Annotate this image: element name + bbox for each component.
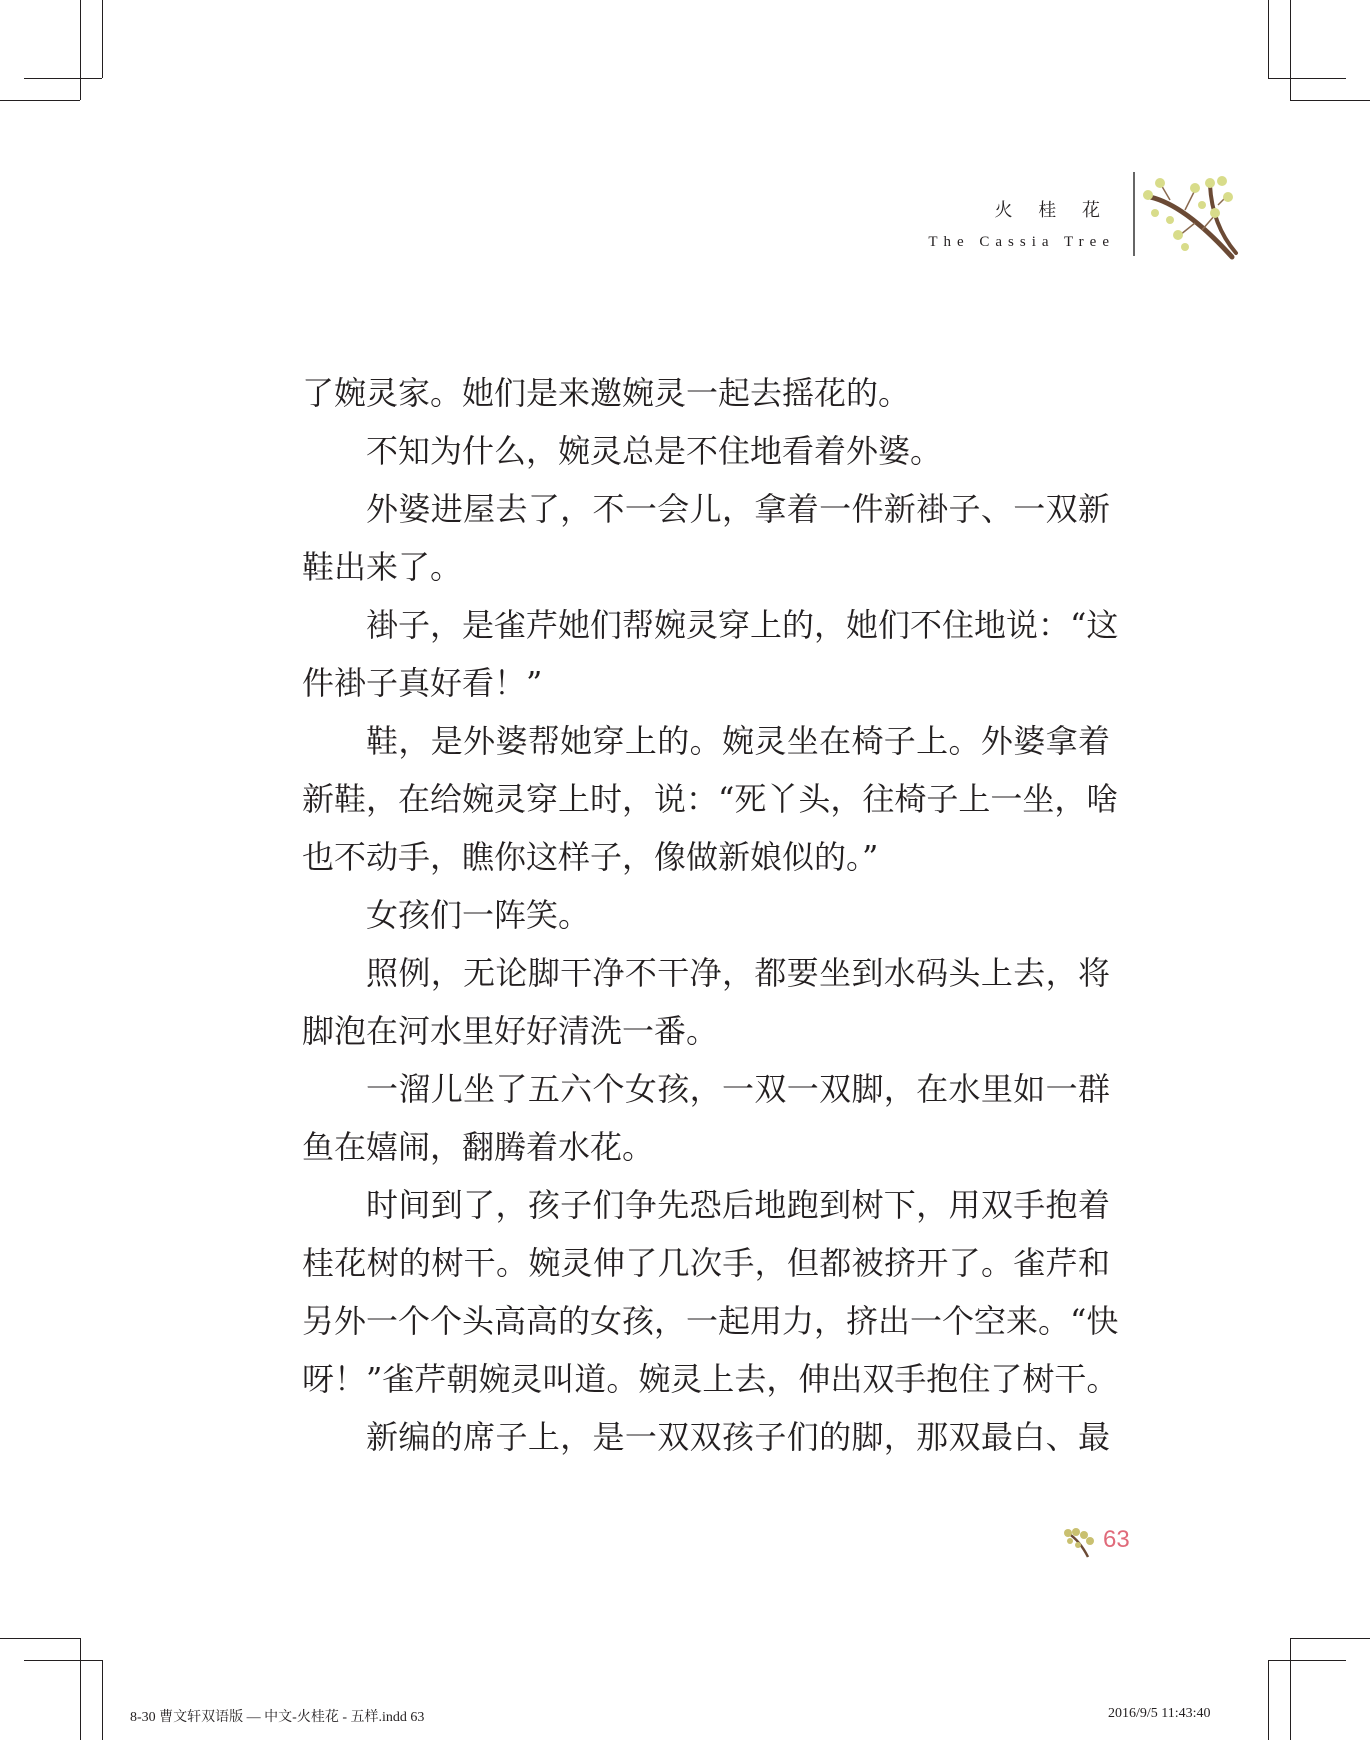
text-line: 脚泡在河水里好好清洗一番。 [302, 1012, 719, 1050]
text-line: 也不动手，瞧你这样子，像做新娘似的。” [302, 838, 879, 876]
page-number: 63 [1103, 1526, 1130, 1553]
header-divider [1133, 172, 1135, 256]
text-line: 褂子，是雀芹她们帮婉灵穿上的，她们不住地说：“这 [366, 606, 1119, 644]
text-line: 女孩们一阵笑。 [366, 896, 591, 934]
text-line: 新鞋，在给婉灵穿上时，说：“死丫头，往椅子上一坐，啥 [302, 780, 1119, 818]
paragraph [302, 1176, 1119, 1408]
crop-mark [102, 0, 103, 78]
text-line: 照例，无论脚干净不干净，都要坐到水码头上去，将 [366, 954, 1110, 992]
paragraph [302, 480, 1110, 596]
body-text [302, 364, 1119, 1466]
crop-mark [1268, 1660, 1269, 1740]
crop-mark [1290, 1638, 1370, 1639]
text-line: 鞋出来了。 [302, 548, 463, 586]
text-line: 不知为什么，婉灵总是不住地看着外婆。 [366, 432, 943, 470]
crop-mark [0, 100, 80, 101]
text-line: 呀！”雀芹朝婉灵叫道。婉灵上去，伸出双手抱住了树干。 [302, 1360, 1119, 1398]
crop-mark [0, 1638, 80, 1639]
paragraph [302, 712, 1119, 886]
crop-mark [1290, 0, 1291, 100]
text-line: 时间到了，孩子们争先恐后地跑到树下，用双手抱着 [366, 1186, 1110, 1224]
paragraph [302, 422, 1110, 480]
crop-mark [1268, 78, 1346, 79]
running-header-title-en: The Cassia Tree [928, 234, 1115, 250]
slug-timestamp: 2016/9/5 11:43:40 [1108, 1706, 1211, 1721]
crop-mark [1290, 1638, 1291, 1740]
text-line: 鞋，是外婆帮她穿上的。婉灵坐在椅子上。外婆拿着 [366, 722, 1110, 760]
crop-mark [24, 78, 102, 79]
slug-filename: 8-30 曹文轩双语版 — 中文-火桂花 - 五样.indd 63 [130, 1710, 425, 1725]
crop-mark [102, 1660, 103, 1740]
text-line: 另外一个个头高高的女孩，一起用力，挤出一个空来。“快 [302, 1302, 1119, 1340]
crop-mark [1268, 0, 1269, 78]
cassia-branch-icon [1140, 175, 1240, 265]
text-line: 了婉灵家。她们是来邀婉灵一起去摇花的。 [302, 374, 911, 412]
crop-mark [1290, 100, 1370, 101]
paragraph [302, 886, 1110, 944]
text-line: 鱼在嬉闹，翻腾着水花。 [302, 1128, 655, 1166]
paragraph [302, 1408, 1110, 1466]
text-line: 件褂子真好看！” [302, 664, 543, 702]
paragraph [302, 1060, 1110, 1176]
text-line: 新编的席子上，是一双双孩子们的脚，那双最白、最 [366, 1418, 1110, 1456]
running-header-title-cn: 火 桂 花 [994, 200, 1110, 221]
crop-mark [80, 0, 81, 100]
cassia-flower-icon [1062, 1527, 1098, 1559]
crop-mark [80, 1638, 81, 1740]
paragraph [302, 596, 1119, 712]
text-line: 桂花树的树干。婉灵伸了几次手，但都被挤开了。雀芹和 [302, 1244, 1110, 1282]
text-line: 外婆进屋去了，不一会儿，拿着一件新褂子、一双新 [366, 490, 1110, 528]
paragraph [302, 944, 1110, 1060]
crop-mark [24, 1660, 102, 1661]
crop-mark [1268, 1660, 1346, 1661]
text-line: 一溜儿坐了五六个女孩，一双一双脚，在水里如一群 [366, 1070, 1110, 1108]
paragraph [302, 364, 1110, 422]
